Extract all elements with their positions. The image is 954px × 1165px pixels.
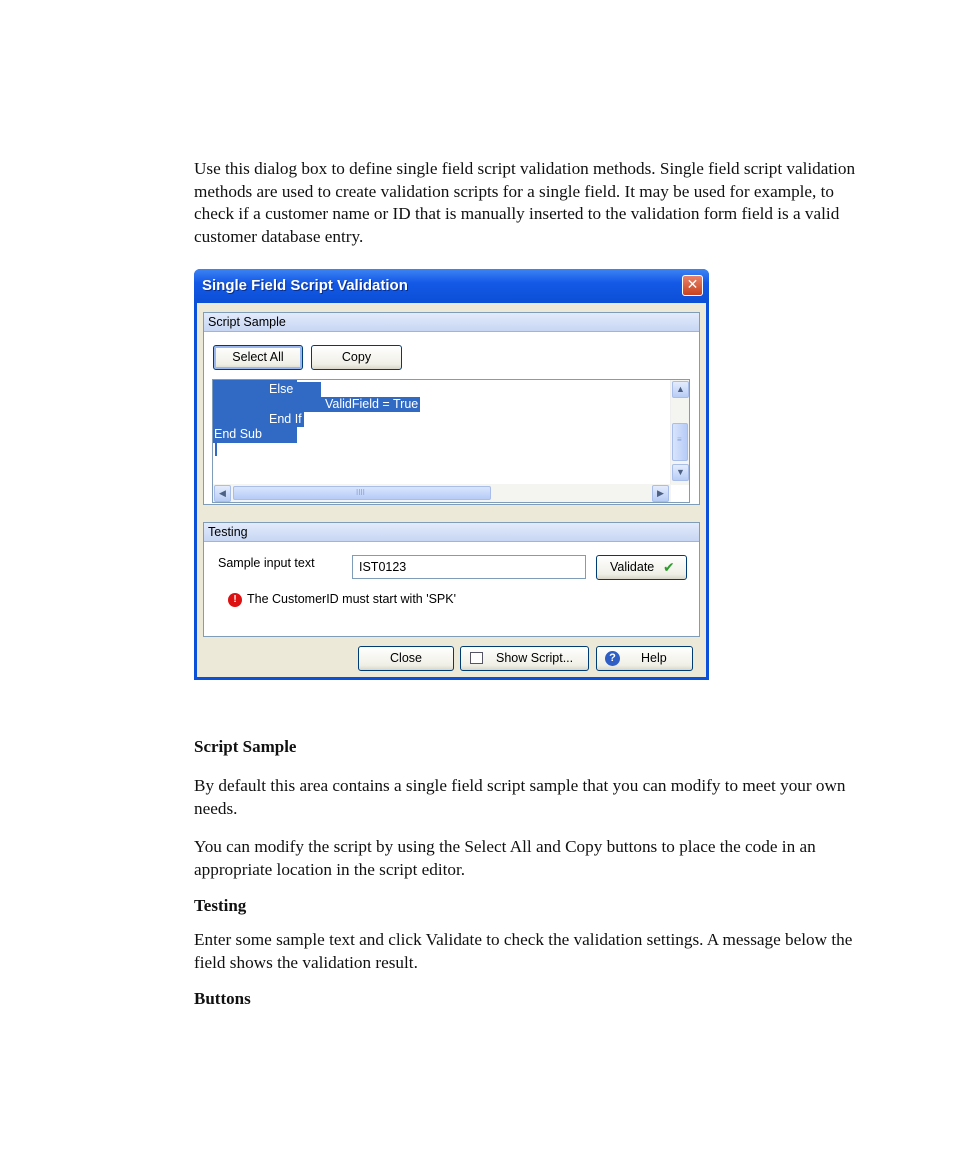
code-line-end-sub: End Sub [214,427,262,441]
validate-button[interactable] [596,555,687,580]
show-script-button[interactable] [460,646,589,671]
sample-input-field[interactable]: IST0123 [352,555,586,579]
sample-input-label: Sample input text [218,556,315,570]
buttons-heading: Buttons [194,989,251,1008]
scroll-down-icon[interactable]: ▼ [672,464,689,481]
script-sample-heading: Script Sample [194,737,297,756]
testing-paragraph: Enter some sample text and click Validate to check the validation settings. A message below the field shows the validation result. [194,930,853,972]
error-icon: ! [228,593,242,607]
code-line-else: Else [269,382,321,397]
dialog-client-area [197,303,706,677]
script-sample-header: Script Sample [204,313,699,332]
horizontal-scroll-thumb[interactable] [233,486,491,500]
horizontal-grip: IIII [356,488,365,497]
script-document-icon [470,652,483,664]
testing-header: Testing [204,523,699,542]
intro-paragraph: Use this dialog box to define single field script validation methods. Single field script validation methods are used to create validation scripts for a single field. It may be used for example, to check if a customer name or ID that is manually inserted to the validation form field is a valid customer database entry. [194,159,856,246]
help-label: Help [641,651,667,665]
script-sample-group [203,312,700,505]
select-all-button[interactable]: Select All [213,345,303,370]
vertical-scroll-thumb[interactable] [672,423,688,461]
checkmark-icon: ✔ [663,559,675,575]
script-sample-paragraph-2: You can modify the script by using the Select All and Copy buttons to place the code in an appropriate location in the script editor. [194,837,816,879]
close-icon[interactable]: ✕ [682,275,703,296]
error-message: The CustomerID must start with 'SPK' [247,592,456,606]
code-line-validfield: ValidField = True [297,397,420,412]
show-script-label: Show Script... [496,651,574,665]
script-code-area[interactable] [212,379,690,503]
copy-button[interactable]: Copy [311,345,402,370]
scroll-left-icon[interactable]: ◀ [214,485,231,502]
vertical-scrollbar[interactable] [670,380,689,485]
text-cursor [215,442,217,456]
help-button[interactable] [596,646,693,671]
script-sample-paragraph-1: By default this area contains a single field script sample that you can modify to meet your own needs. [194,776,846,818]
scroll-up-icon[interactable]: ▲ [672,381,689,398]
testing-group [203,522,700,637]
dialog-title: Single Field Script Validation [202,277,408,294]
help-icon: ? [605,651,620,666]
scroll-right-icon[interactable]: ▶ [652,485,669,502]
dialog-title-bar[interactable] [194,269,709,303]
validation-dialog [194,269,709,680]
code-line-end-if: End If [269,412,302,426]
testing-heading: Testing [194,896,247,915]
validate-label: Validate [610,560,655,574]
close-button[interactable]: Close [358,646,454,671]
horizontal-scrollbar[interactable] [213,484,671,502]
vertical-grip: ≡ [677,435,682,444]
